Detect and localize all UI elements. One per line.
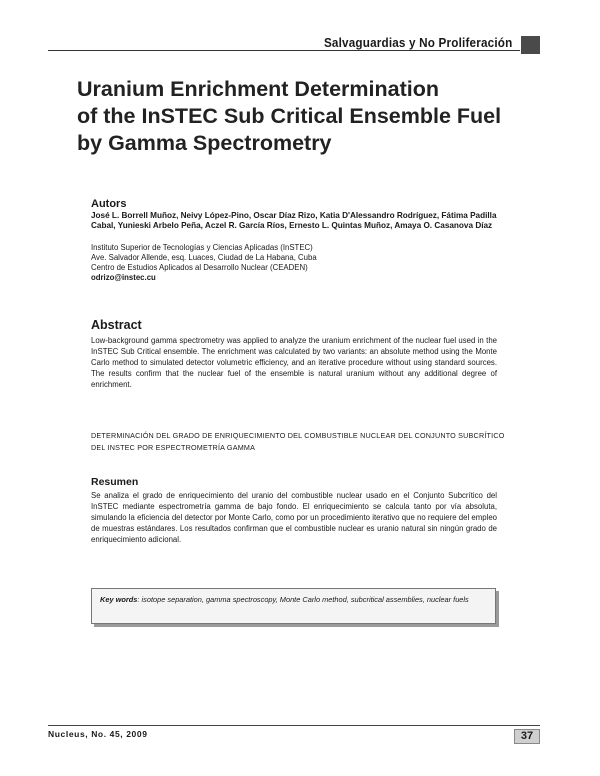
affiliation-address: Ave. Salvador Allende, esq. Luaces, Ciudad de La Habana, Cuba [91,253,317,262]
affiliation-ceaden: Centro de Estudios Aplicados al Desarrollo Nuclear (CEADEN) [91,263,308,272]
contact-email[interactable]: odrizo@instec.cu [91,273,156,282]
keywords-text: : isotope separation, gamma spectroscopy, Monte Carlo method, subcritical assemblies, nuclear fuels [137,595,469,604]
footer-rule [48,725,540,726]
header-marker-box [521,36,540,54]
resumen-heading: Resumen [91,476,139,488]
article-title [77,76,537,157]
affiliation-instec: Instituto Superior de Tecnologías y Ciencias Aplicadas (InSTEC) [91,243,313,252]
keywords-box [91,588,496,624]
abstract-heading: Abstract [91,318,142,332]
spanish-title: DETERMINACIÓN DEL GRADO DE ENRIQUECIMIENTO DEL COMBUSTIBLE NUCLEAR DEL CONJUNTO SUBCRÍTICO DEL INSTEC POR ESPECTROMETRÍA GAMMA [91,431,505,452]
title-line: by Gamma Spectrometry [77,131,332,155]
title-line: Uranium Enrichment Determination [77,77,439,101]
abstract-text: Low-background gamma spectrometry was applied to analyze the uranium enrichment of the nuclear fuel used in the InSTEC Sub Critical ensemble. The enrichment was calculated by two variants: an absolute method using the Monte Carlo method to simulated detector volumetric efficiency, and an iterative procedure without using standard sources. The results confirm that the nuclear fuel of the ensemble is natural uranium without any additional degree of enrichment. [91,336,497,389]
header-rule [48,50,520,51]
resumen-text: Se analiza el grado de enriquecimiento del uranio del combustible nuclear usado en el Conjunto Subcrítico del InSTEC mediante espectrometría gamma de bajo fondo. El enriquecimiento se calcula tanto por vía absoluta, simulando la eficiencia del detector por Monte Carlo, como por un procedimiento iterativo que no requiere del empleo de muestras estándares. Los resultados confirman que el combustible nuclear es uranio natural sin ningún grado de enriquecimiento adicional. [91,491,497,544]
authors-names: José L. Borrell Muñoz, Neivy López-Pino, Oscar Díaz Rizo, Katia D'Alessandro Rodríguez, Fátima Padilla Cabal, Yunieski Arbelo Peña, Aczel R. García Ríos, Ernesto L. Quintas Muñoz, Amaya O. Casanova Díaz [91,211,497,231]
title-line: of the InSTEC Sub Critical Ensemble Fuel [77,104,502,128]
section-name: Salvaguardias y No Proliferación [323,35,512,50]
keywords-label: Key words [100,595,138,604]
authors-heading: Autors [91,198,127,210]
journal-citation: Nucleus, No. 45, 2009 [48,729,148,739]
page-number: 37 [514,729,540,744]
